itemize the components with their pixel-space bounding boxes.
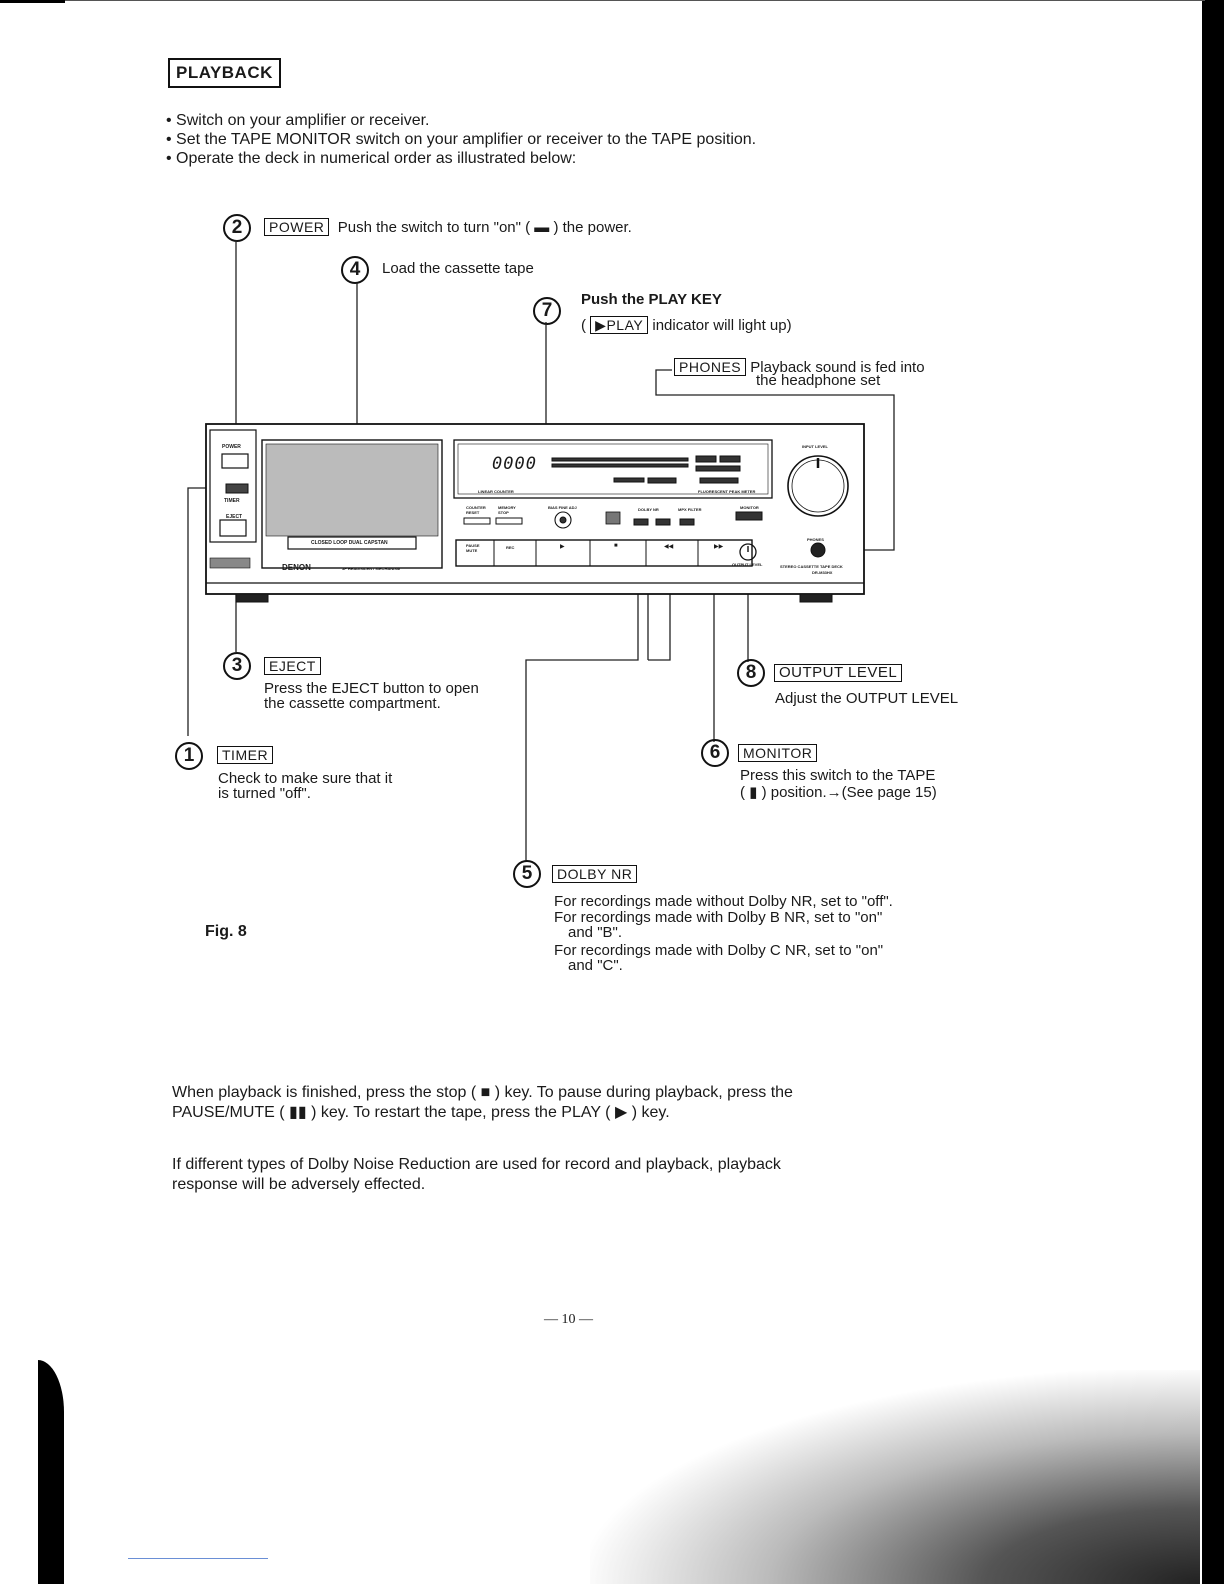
timer-label: TIMER: [217, 746, 273, 764]
deck-output-level-text: OUTPUT LEVEL: [732, 562, 763, 567]
page-number: — 10 —: [544, 1312, 593, 1327]
step-1-line2: is turned "off".: [218, 785, 311, 802]
deck-dolby-nr-text: DOLBY NR: [638, 507, 659, 512]
deck-key-fastforward: ▶▶: [714, 544, 724, 550]
play-indicator-label: ▶PLAY: [590, 316, 648, 334]
deck-peak-meter-text: FLUORESCENT PEAK METER: [698, 489, 756, 494]
step-3-number: 3: [223, 652, 251, 680]
step-8-number: 8: [737, 659, 765, 687]
deck-counter-display: 0000: [492, 454, 537, 474]
phones-caption-line2: the headphone set: [756, 372, 881, 389]
deck-key-pause: PAUSE MUTE: [466, 543, 480, 553]
step-5-line3: and "B".: [568, 924, 623, 941]
step-7-caption: ( ▶PLAY indicator will light up): [581, 317, 792, 334]
step-4-number: 4: [341, 256, 369, 284]
deck-power-text: POWER: [222, 444, 241, 450]
deck-capstan-text: CLOSED LOOP DUAL CAPSTAN: [311, 540, 388, 546]
step-1-line1: Check to make sure that it: [218, 770, 393, 787]
deck-monitor-text: MONITOR: [740, 505, 759, 510]
eject-label: EJECT: [264, 657, 321, 675]
deck-timer-text: TIMER: [224, 498, 240, 504]
deck-mechanism-text: 3F HEAD/SILENT MECHANISM: [342, 566, 401, 571]
step-4-caption: Load the cassette tape: [382, 260, 534, 277]
step-5-line1: For recordings made without Dolby NR, set to "off".: [554, 893, 893, 910]
deck-brand-logo: DENON: [282, 563, 311, 572]
monitor-label: MONITOR: [738, 744, 817, 762]
section-title: PLAYBACK: [168, 58, 281, 88]
deck-eject-text: EJECT: [226, 514, 243, 520]
step-2-number: 2: [223, 214, 251, 242]
deck-bias-fine-text: BIAS FINE ADJ: [548, 505, 577, 510]
deck-model-line2: DR-M33HX: [812, 570, 833, 575]
deck-key-rewind: ◀◀: [664, 544, 674, 550]
step-3-line1: Press the EJECT button to open: [264, 680, 479, 697]
paragraph-2-line1: If different types of Dolby Noise Reduction are used for record and playback, playback: [172, 1156, 781, 1173]
step-7-number: 7: [533, 297, 561, 325]
bullet-3: • Operate the deck in numerical order as illustrated below:: [166, 150, 577, 167]
step-8-line1: Adjust the OUTPUT LEVEL: [775, 690, 959, 707]
step-5-line2: For recordings made with Dolby B NR, set to "on": [554, 909, 883, 926]
deck-key-stop: ■: [614, 543, 618, 549]
step-6-line2: ( ▮ ) position.→(See page 15): [740, 784, 937, 801]
deck-phones-text: PHONES: [807, 537, 824, 542]
deck-mpx-filter-text: MPX FILTER: [678, 507, 702, 512]
deck-key-play: ▶: [560, 544, 565, 550]
deck-model-line1: STEREO CASSETTE TAPE DECK: [780, 564, 843, 569]
step-5-line4: For recordings made with Dolby C NR, set to "on": [554, 942, 884, 959]
step-1-number: 1: [175, 742, 203, 770]
deck-counter-reset-text: COUNTER RESET: [466, 505, 486, 515]
deck-key-rec: REC: [506, 545, 515, 550]
bullet-1: • Switch on your amplifier or receiver.: [166, 112, 430, 129]
step-3-line2: the cassette compartment.: [264, 695, 441, 712]
step-2-caption: POWER Push the switch to turn "on" ( ▬ ) the power.: [264, 218, 632, 236]
deck-linear-counter-text: LINEAR COUNTER: [478, 489, 514, 494]
step-7-title: Push the PLAY KEY: [581, 291, 722, 308]
step-6-label-wrap: [738, 744, 817, 762]
step-8-label-wrap: [774, 664, 902, 682]
phones-caption: PHONES Playback sound is fed into: [674, 358, 925, 376]
step-3-label-wrap: [264, 657, 321, 675]
deck-input-level-text: INPUT LEVEL: [802, 444, 829, 449]
step-1-label-wrap: [217, 746, 273, 764]
power-label: POWER: [264, 218, 329, 236]
dolby-nr-label: DOLBY NR: [552, 865, 637, 883]
step-5-line5: and "C".: [568, 957, 623, 974]
step-5-number: 5: [513, 860, 541, 888]
paragraph-1-line2: PAUSE/MUTE ( ▮▮ ) key. To restart the tape, press the PLAY ( ▶ ) key.: [172, 1104, 670, 1121]
bullet-2: • Set the TAPE MONITOR switch on your amplifier or receiver to the TAPE position.: [166, 131, 757, 148]
step-6-number: 6: [701, 739, 729, 767]
deck-memory-stop-text: MEMORY STOP: [498, 505, 516, 515]
figure-caption: Fig. 8: [205, 923, 247, 940]
phones-label: PHONES: [674, 358, 746, 376]
step-5-label-wrap: [552, 865, 637, 883]
paragraph-2-line2: response will be adversely effected.: [172, 1176, 426, 1193]
paragraph-1-line1: When playback is finished, press the stop ( ■ ) key. To pause during playback, press the: [172, 1084, 793, 1101]
output-level-label: OUTPUT LEVEL: [774, 664, 902, 682]
step-6-line1: Press this switch to the TAPE: [740, 767, 936, 784]
